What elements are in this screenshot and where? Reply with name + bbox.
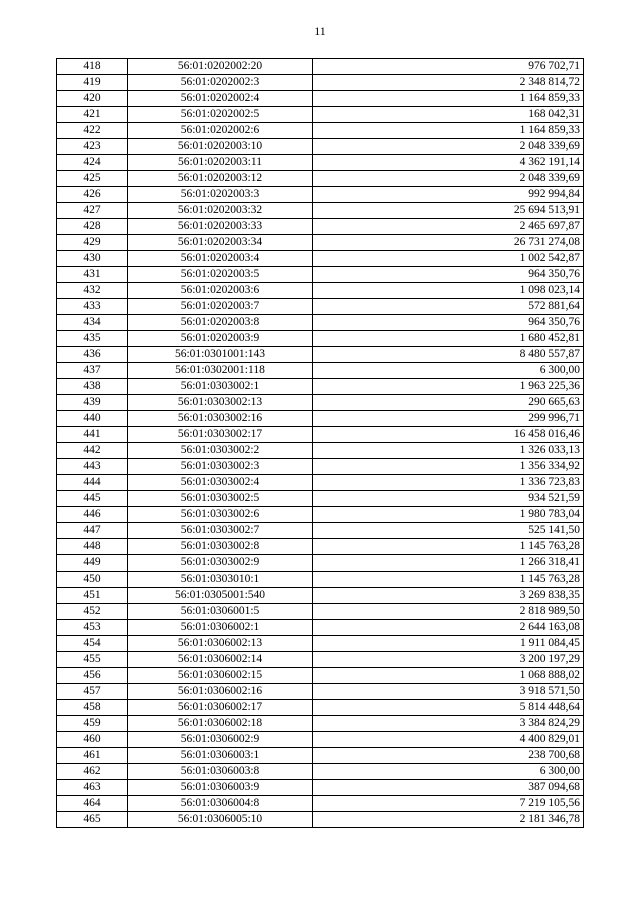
table-row (57, 603, 584, 619)
row-number-cell: 461 (57, 747, 128, 763)
cadastral-number-cell: 56:01:0303002:5 (128, 491, 313, 507)
table-row (57, 331, 584, 347)
cadastral-value-cell: 3 269 838,35 (313, 587, 584, 603)
cadastral-value-cell: 8 480 557,87 (313, 347, 584, 363)
cadastral-number-cell: 56:01:0202003:10 (128, 139, 313, 155)
cadastral-value-cell: 1 164 859,33 (313, 123, 584, 139)
row-number-cell: 429 (57, 235, 128, 251)
cadastral-value-cell: 3 200 197,29 (313, 651, 584, 667)
row-number-cell: 451 (57, 587, 128, 603)
row-number-cell: 455 (57, 651, 128, 667)
row-number-cell: 430 (57, 251, 128, 267)
table-row (57, 475, 584, 491)
table-row (57, 651, 584, 667)
cadastral-value-cell: 16 458 016,46 (313, 427, 584, 443)
table-row (57, 267, 584, 283)
cadastral-value-cell: 2 048 339,69 (313, 139, 584, 155)
table-body (57, 59, 584, 828)
cadastral-number-cell: 56:01:0306003:9 (128, 779, 313, 795)
row-number-cell: 434 (57, 315, 128, 331)
table-row (57, 635, 584, 651)
cadastral-number-cell: 56:01:0306003:1 (128, 747, 313, 763)
table-row (57, 139, 584, 155)
cadastral-value-cell: 1 963 225,36 (313, 379, 584, 395)
cadastral-value-cell: 964 350,76 (313, 267, 584, 283)
cadastral-number-cell: 56:01:0303002:2 (128, 443, 313, 459)
table-row (57, 731, 584, 747)
table-row (57, 763, 584, 779)
cadastral-number-cell: 56:01:0202003:4 (128, 251, 313, 267)
cadastral-value-cell: 992 994,84 (313, 187, 584, 203)
table-row (57, 523, 584, 539)
row-number-cell: 445 (57, 491, 128, 507)
cadastral-number-cell: 56:01:0303002:17 (128, 427, 313, 443)
cadastral-number-cell: 56:01:0306002:15 (128, 667, 313, 683)
cadastral-value-cell: 290 665,63 (313, 395, 584, 411)
row-number-cell: 441 (57, 427, 128, 443)
cadastral-value-cell: 1 356 334,92 (313, 459, 584, 475)
cadastral-number-cell: 56:01:0303002:8 (128, 539, 313, 555)
row-number-cell: 447 (57, 523, 128, 539)
row-number-cell: 426 (57, 187, 128, 203)
table-row (57, 619, 584, 635)
table-row (57, 443, 584, 459)
cadastral-value-cell: 2 465 697,87 (313, 219, 584, 235)
cadastral-value-cell: 5 814 448,64 (313, 699, 584, 715)
cadastral-number-cell: 56:01:0202003:32 (128, 203, 313, 219)
row-number-cell: 436 (57, 347, 128, 363)
cadastral-number-cell: 56:01:0306003:8 (128, 763, 313, 779)
row-number-cell: 432 (57, 283, 128, 299)
row-number-cell: 456 (57, 667, 128, 683)
cadastral-value-cell: 525 141,50 (313, 523, 584, 539)
cadastral-value-cell: 1 145 763,28 (313, 571, 584, 587)
cadastral-number-cell: 56:01:0306002:9 (128, 731, 313, 747)
cadastral-number-cell: 56:01:0303002:3 (128, 459, 313, 475)
row-number-cell: 462 (57, 763, 128, 779)
cadastral-number-cell: 56:01:0202003:8 (128, 315, 313, 331)
row-number-cell: 460 (57, 731, 128, 747)
row-number-cell: 453 (57, 619, 128, 635)
cadastral-number-cell: 56:01:0303002:7 (128, 523, 313, 539)
cadastral-number-cell: 56:01:0303002:9 (128, 555, 313, 571)
cadastral-value-cell: 1 098 023,14 (313, 283, 584, 299)
cadastral-number-cell: 56:01:0303002:16 (128, 411, 313, 427)
row-number-cell: 419 (57, 75, 128, 91)
cadastral-number-cell: 56:01:0303010:1 (128, 571, 313, 587)
cadastral-value-cell: 934 521,59 (313, 491, 584, 507)
cadastral-number-cell: 56:01:0306001:5 (128, 603, 313, 619)
cadastral-value-cell: 3 384 824,29 (313, 715, 584, 731)
cadastral-number-cell: 56:01:0202003:6 (128, 283, 313, 299)
row-number-cell: 450 (57, 571, 128, 587)
table-row (57, 699, 584, 715)
cadastral-value-cell: 1 068 888,02 (313, 667, 584, 683)
row-number-cell: 458 (57, 699, 128, 715)
cadastral-number-cell: 56:01:0202003:12 (128, 171, 313, 187)
table-row (57, 811, 584, 827)
row-number-cell: 433 (57, 299, 128, 315)
table-row (57, 171, 584, 187)
table-row (57, 251, 584, 267)
row-number-cell: 424 (57, 155, 128, 171)
table-row (57, 107, 584, 123)
cadastral-value-cell: 1 164 859,33 (313, 91, 584, 107)
cadastral-number-cell: 56:01:0202002:5 (128, 107, 313, 123)
cadastral-value-cell: 2 644 163,08 (313, 619, 584, 635)
row-number-cell: 440 (57, 411, 128, 427)
cadastral-number-cell: 56:01:0202003:33 (128, 219, 313, 235)
table-row (57, 203, 584, 219)
row-number-cell: 435 (57, 331, 128, 347)
cadastral-value-cell: 1 680 452,81 (313, 331, 584, 347)
row-number-cell: 438 (57, 379, 128, 395)
table-row (57, 427, 584, 443)
cadastral-number-cell: 56:01:0306002:1 (128, 619, 313, 635)
cadastral-value-cell: 1 002 542,87 (313, 251, 584, 267)
table-row (57, 795, 584, 811)
table-row (57, 379, 584, 395)
table-row (57, 91, 584, 107)
table-row (57, 779, 584, 795)
cadastral-value-cell: 25 694 513,91 (313, 203, 584, 219)
cadastral-value-cell: 1 326 033,13 (313, 443, 584, 459)
cadastral-value-table (56, 58, 584, 828)
table-row (57, 539, 584, 555)
row-number-cell: 454 (57, 635, 128, 651)
cadastral-number-cell: 56:01:0202003:3 (128, 187, 313, 203)
cadastral-number-cell: 56:01:0306002:14 (128, 651, 313, 667)
table-row (57, 75, 584, 91)
table-row (57, 155, 584, 171)
cadastral-number-cell: 56:01:0202003:5 (128, 267, 313, 283)
row-number-cell: 443 (57, 459, 128, 475)
table-row (57, 235, 584, 251)
cadastral-number-cell: 56:01:0301001:143 (128, 347, 313, 363)
row-number-cell: 425 (57, 171, 128, 187)
table-row (57, 283, 584, 299)
cadastral-value-cell: 2 048 339,69 (313, 171, 584, 187)
row-number-cell: 446 (57, 507, 128, 523)
cadastral-value-cell: 976 702,71 (313, 59, 584, 75)
table-row (57, 555, 584, 571)
cadastral-value-cell: 26 731 274,08 (313, 235, 584, 251)
cadastral-value-cell: 1 266 318,41 (313, 555, 584, 571)
cadastral-value-cell: 6 300,00 (313, 363, 584, 379)
cadastral-number-cell: 56:01:0303002:6 (128, 507, 313, 523)
cadastral-number-cell: 56:01:0202002:6 (128, 123, 313, 139)
cadastral-number-cell: 56:01:0306002:17 (128, 699, 313, 715)
cadastral-value-cell: 6 300,00 (313, 763, 584, 779)
table-row (57, 747, 584, 763)
row-number-cell: 448 (57, 539, 128, 555)
row-number-cell: 457 (57, 683, 128, 699)
cadastral-value-cell: 1 145 763,28 (313, 539, 584, 555)
row-number-cell: 452 (57, 603, 128, 619)
cadastral-value-cell: 4 400 829,01 (313, 731, 584, 747)
cadastral-number-cell: 56:01:0306002:18 (128, 715, 313, 731)
cadastral-number-cell: 56:01:0202003:7 (128, 299, 313, 315)
table-row (57, 715, 584, 731)
cadastral-value-cell: 4 362 191,14 (313, 155, 584, 171)
row-number-cell: 465 (57, 811, 128, 827)
row-number-cell: 418 (57, 59, 128, 75)
cadastral-value-cell: 168 042,31 (313, 107, 584, 123)
row-number-cell: 442 (57, 443, 128, 459)
cadastral-number-cell: 56:01:0303002:13 (128, 395, 313, 411)
table-row (57, 459, 584, 475)
cadastral-number-cell: 56:01:0305001:540 (128, 587, 313, 603)
row-number-cell: 449 (57, 555, 128, 571)
cadastral-number-cell: 56:01:0202002:20 (128, 59, 313, 75)
table-row (57, 587, 584, 603)
cadastral-value-cell: 299 996,71 (313, 411, 584, 427)
table-row (57, 187, 584, 203)
cadastral-number-cell: 56:01:0302001:118 (128, 363, 313, 379)
row-number-cell: 459 (57, 715, 128, 731)
row-number-cell: 463 (57, 779, 128, 795)
cadastral-value-cell: 2 818 989,50 (313, 603, 584, 619)
cadastral-number-cell: 56:01:0306005:10 (128, 811, 313, 827)
row-number-cell: 444 (57, 475, 128, 491)
row-number-cell: 422 (57, 123, 128, 139)
table-row (57, 299, 584, 315)
table-row (57, 507, 584, 523)
cadastral-number-cell: 56:01:0303002:1 (128, 379, 313, 395)
row-number-cell: 421 (57, 107, 128, 123)
cadastral-value-cell: 1 980 783,04 (313, 507, 584, 523)
cadastral-number-cell: 56:01:0202003:9 (128, 331, 313, 347)
cadastral-value-cell: 964 350,76 (313, 315, 584, 331)
cadastral-value-cell: 238 700,68 (313, 747, 584, 763)
cadastral-number-cell: 56:01:0202002:3 (128, 75, 313, 91)
cadastral-number-cell: 56:01:0202003:34 (128, 235, 313, 251)
table-row (57, 363, 584, 379)
row-number-cell: 420 (57, 91, 128, 107)
cadastral-value-cell: 2 181 346,78 (313, 811, 584, 827)
row-number-cell: 423 (57, 139, 128, 155)
table-row (57, 491, 584, 507)
cadastral-number-cell: 56:01:0202003:11 (128, 155, 313, 171)
cadastral-value-cell: 1 911 084,45 (313, 635, 584, 651)
row-number-cell: 431 (57, 267, 128, 283)
cadastral-value-cell: 7 219 105,56 (313, 795, 584, 811)
row-number-cell: 464 (57, 795, 128, 811)
cadastral-value-cell: 572 881,64 (313, 299, 584, 315)
row-number-cell: 439 (57, 395, 128, 411)
table-row (57, 219, 584, 235)
page-number: 11 (314, 24, 326, 38)
cadastral-number-cell: 56:01:0202002:4 (128, 91, 313, 107)
cadastral-number-cell: 56:01:0303002:4 (128, 475, 313, 491)
table-row (57, 59, 584, 75)
cadastral-number-cell: 56:01:0306004:8 (128, 795, 313, 811)
table-row (57, 315, 584, 331)
table-row (57, 411, 584, 427)
table-row (57, 123, 584, 139)
table-row (57, 667, 584, 683)
cadastral-value-cell: 3 918 571,50 (313, 683, 584, 699)
table-row (57, 683, 584, 699)
table-row (57, 571, 584, 587)
row-number-cell: 428 (57, 219, 128, 235)
table-row (57, 347, 584, 363)
row-number-cell: 437 (57, 363, 128, 379)
cadastral-number-cell: 56:01:0306002:13 (128, 635, 313, 651)
cadastral-value-cell: 2 348 814,72 (313, 75, 584, 91)
cadastral-number-cell: 56:01:0306002:16 (128, 683, 313, 699)
row-number-cell: 427 (57, 203, 128, 219)
table-row (57, 395, 584, 411)
cadastral-value-cell: 387 094,68 (313, 779, 584, 795)
cadastral-value-cell: 1 336 723,83 (313, 475, 584, 491)
